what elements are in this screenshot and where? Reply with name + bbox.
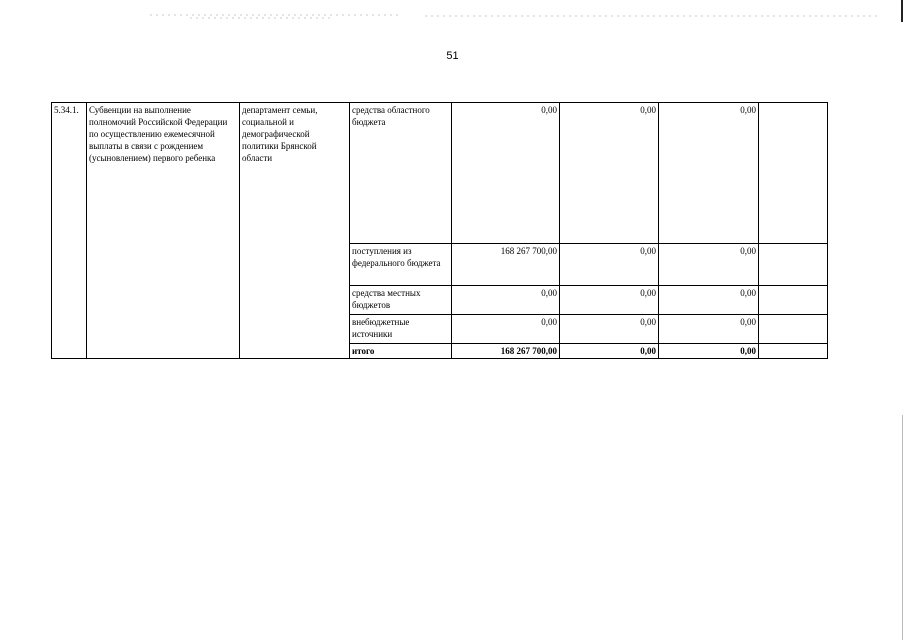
funding-source: внебюджетные источники: [350, 315, 452, 344]
funding-value: 0,00: [560, 286, 659, 315]
row-name: Субвенции на выполнение полномочий Российской Федерации по осуществлению ежемесячной выплаты в связи с рождением (усыновлением) первого ребенка: [87, 103, 240, 359]
funding-source: средства областного бюджета: [350, 103, 452, 244]
funding-value: [759, 103, 828, 244]
funding-total-value: 168 267 700,00: [452, 344, 560, 359]
funding-value: [759, 286, 828, 315]
funding-total-value: [759, 344, 828, 359]
funding-value: 0,00: [560, 103, 659, 244]
funding-value: 168 267 700,00: [452, 244, 560, 286]
funding-value: 0,00: [560, 244, 659, 286]
funding-source: средства местных бюджетов: [350, 286, 452, 315]
scan-edge-mark: [901, 0, 903, 22]
funding-value: [759, 315, 828, 344]
budget-table: [51, 102, 828, 359]
scan-noise-top: [0, 0, 905, 24]
row-executor: департамент семьи, социальной и демографической политики Брянской области: [240, 103, 350, 359]
funding-value: 0,00: [452, 315, 560, 344]
funding-value: 0,00: [452, 103, 560, 244]
funding-value: [759, 244, 828, 286]
funding-value: 0,00: [659, 286, 759, 315]
funding-source-total: итого: [350, 344, 452, 359]
funding-value: 0,00: [452, 286, 560, 315]
funding-total-value: 0,00: [560, 344, 659, 359]
funding-source: поступления из федерального бюджета: [350, 244, 452, 286]
scan-edge-line: [902, 415, 903, 640]
funding-value: 0,00: [659, 244, 759, 286]
row-code: 5.34.1.: [52, 103, 87, 359]
page-number: 51: [446, 50, 459, 62]
funding-value: 0,00: [560, 315, 659, 344]
funding-value: 0,00: [659, 315, 759, 344]
funding-value: 0,00: [659, 103, 759, 244]
table-row: [52, 103, 828, 244]
funding-total-value: 0,00: [659, 344, 759, 359]
